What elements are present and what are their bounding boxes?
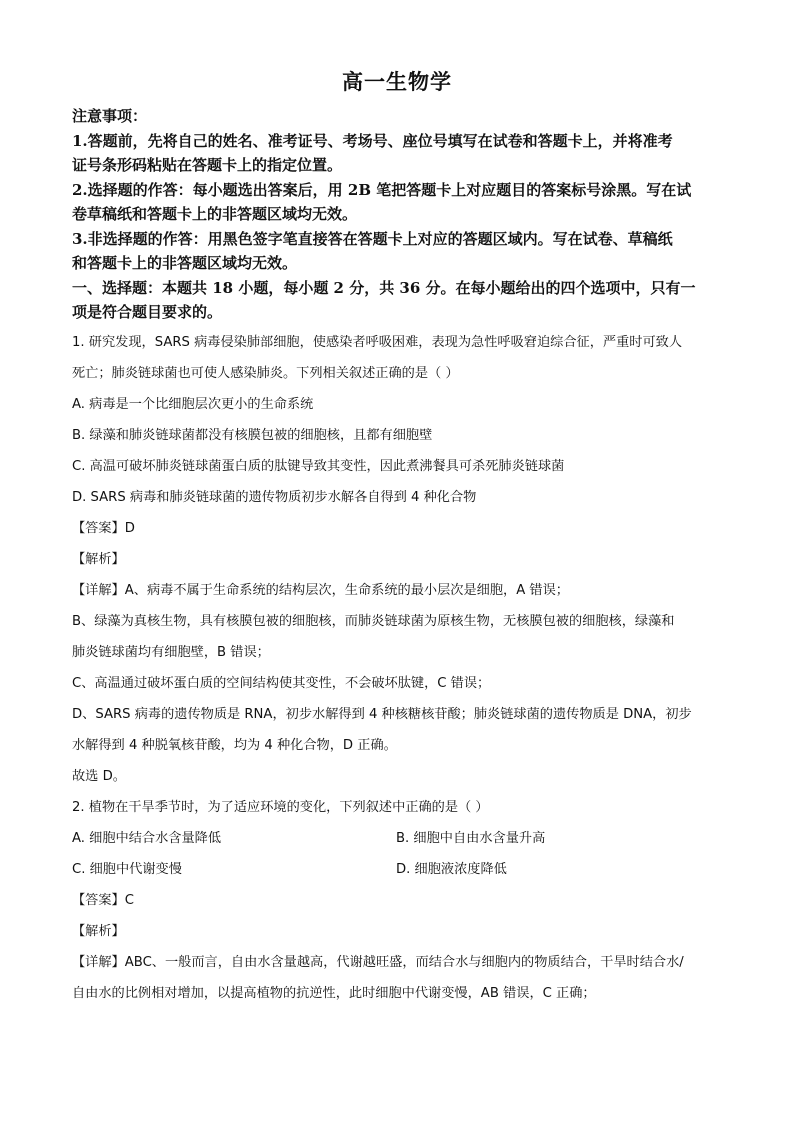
q1-conclusion: 故选 D。 xyxy=(72,769,126,784)
q2-option-a: A. 细胞中结合水含量降低 xyxy=(72,831,222,846)
notice-block xyxy=(72,104,732,325)
q1-analysis-label: 【解析】 xyxy=(72,552,125,567)
questions-block xyxy=(72,327,732,1009)
q1-detail: 肺炎链球菌均有细胞壁，B 错误； xyxy=(72,645,270,660)
notice-heading: 注意事项： xyxy=(72,107,148,125)
page-title: 高一生物学 xyxy=(342,69,452,94)
section-heading: 项是符合题目要求的。 xyxy=(72,303,223,321)
notice-line: 和答题卡上的非答题区域均无效。 xyxy=(72,254,298,272)
q1-detail: 水解得到 4 种脱氧核苷酸，均为 4 种化合物，D 正确。 xyxy=(72,738,397,753)
q2-option-c: C. 细胞中代谢变慢 xyxy=(72,862,182,877)
q1-option-c: C. 高温可破坏肺炎链球菌蛋白质的肽键导致其变性，因此煮沸餐具可杀死肺炎链球菌 xyxy=(72,459,565,474)
notice-line: 1.答题前，先将自己的姓名、准考证号、考场号、座位号填写在试卷和答题卡上，并将准考 xyxy=(72,131,673,150)
q1-detail: B、绿藻为真核生物，具有核膜包被的细胞核，而肺炎链球菌为原核生物，无核膜包被的细胞核，绿藻和 xyxy=(72,614,675,629)
q1-stem: 1. 研究发现，SARS 病毒侵染肺部细胞，使感染者呼吸困难，表现为急性呼吸窘迫综合征，严重时可致人 xyxy=(72,335,683,350)
notice-line: 2.选择题的作答：每小题选出答案后，用 2B 笔把答题卡上对应题目的答案标号涂黑。写在试 xyxy=(72,180,692,199)
q1-option-b: B. 绿藻和肺炎链球菌都没有核膜包被的细胞核，且都有细胞壁 xyxy=(72,428,433,443)
notice-line: 3.非选择题的作答：用黑色签字笔直接答在答题卡上对应的答题区域内。写在试卷、草稿纸 xyxy=(72,229,673,248)
q1-detail: D、SARS 病毒的遗传物质是 RNA，初步水解得到 4 种核糖核苷酸；肺炎链球菌的遗传物质是 DNA，初步 xyxy=(72,707,692,722)
notice-line: 证号条形码粘贴在答题卡上的指定位置。 xyxy=(72,156,343,174)
q1-option-d: D. SARS 病毒和肺炎链球菌的遗传物质初步水解各自得到 4 种化合物 xyxy=(72,490,477,505)
q2-option-d: D. 细胞液浓度降低 xyxy=(396,862,507,877)
q2-analysis-label: 【解析】 xyxy=(72,924,125,939)
q2-detail: 自由水的比例相对增加，以提高植物的抗逆性，此时细胞中代谢变慢，AB 错误，C 正确； xyxy=(72,986,596,1001)
q2-options-row xyxy=(72,854,732,885)
q1-stem: 死亡；肺炎链球菌也可使人感染肺炎。下列相关叙述正确的是（ ） xyxy=(72,366,459,381)
q2-stem: 2. 植物在干旱季节时，为了适应环境的变化，下列叙述中正确的是（ ） xyxy=(72,800,489,815)
notice-line: 卷草稿纸和答题卡上的非答题区域均无效。 xyxy=(72,205,358,223)
q2-answer: 【答案】C xyxy=(72,893,134,908)
q2-options-row xyxy=(72,823,732,854)
q1-detail: C、高温通过破坏蛋白质的空间结构使其变性，不会破坏肽键，C 错误； xyxy=(72,676,491,691)
q2-option-b: B. 细胞中自由水含量升高 xyxy=(396,831,546,846)
q1-option-a: A. 病毒是一个比细胞层次更小的生命系统 xyxy=(72,397,314,412)
q1-answer: 【答案】D xyxy=(72,521,135,536)
q2-detail: 【详解】ABC、一般而言，自由水含量越高，代谢越旺盛，而结合水与细胞内的物质结合，干旱时结合水/ xyxy=(72,955,684,970)
q1-detail: 【详解】A、病毒不属于生命系统的结构层次，生命系统的最小层次是细胞，A 错误； xyxy=(72,583,569,598)
section-heading: 一、选择题：本题共 18 小题，每小题 2 分，共 36 分。在每小题给出的四个选项中，只有一 xyxy=(72,278,696,297)
